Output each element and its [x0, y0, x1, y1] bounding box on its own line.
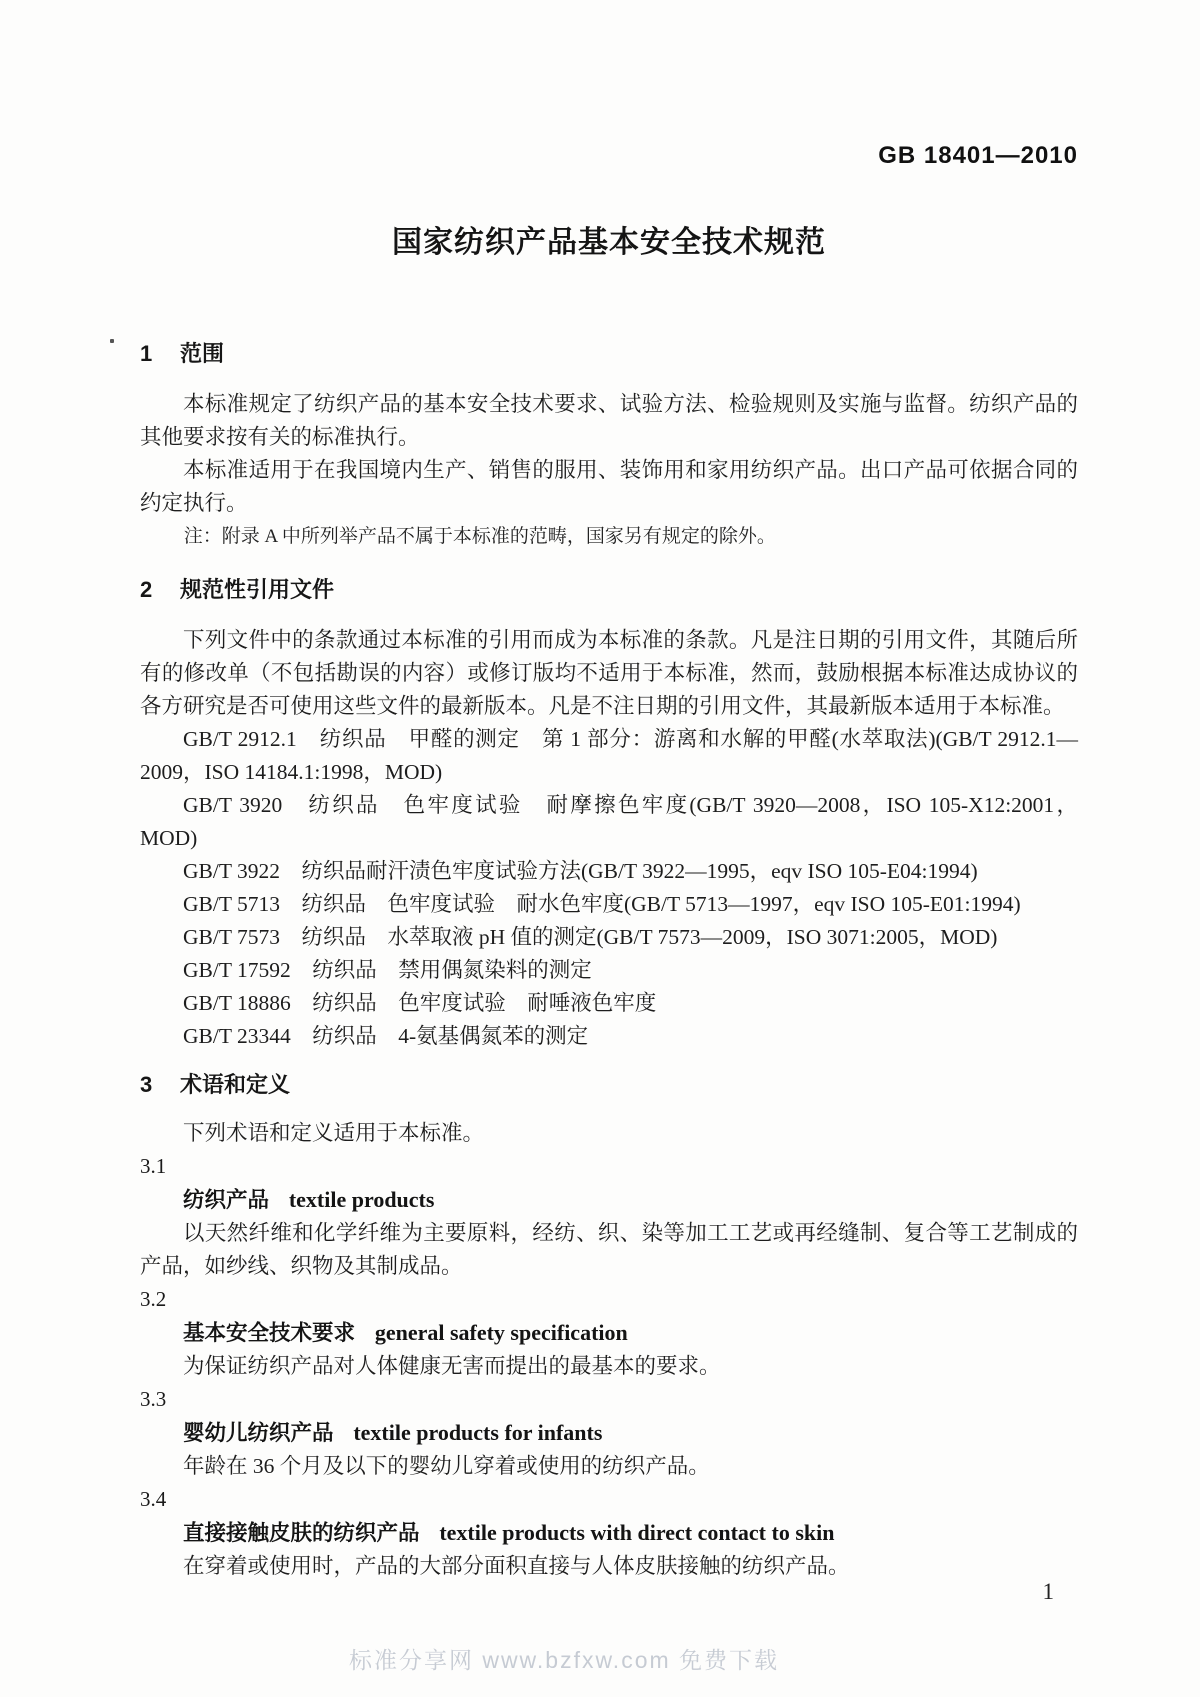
section-3-title: 术语和定义 [180, 1072, 291, 1097]
reference-item: GB/T 23344 纺织品 4-氨基偶氮苯的测定 [183, 1024, 589, 1048]
reference-item: GB/T 2912.1 纺织品 甲醛的测定 第 1 部分：游离和水解的甲醛(水萃取法)(GB/T 2912.1—2009，ISO 14184.1:1998，MOD) [140, 727, 1078, 784]
term-en: textile products [288, 1187, 435, 1212]
term-en: textile products with direct contact to skin [439, 1520, 835, 1545]
section-3-intro: 下列术语和定义适用于本标准。 [183, 1121, 485, 1145]
section-1-paragraph-2: 本标准适用于在我国境内生产、销售的服用、装饰用和家用纺织产品。出口产品可依据合同的约定执行。 [140, 458, 1078, 515]
document-title: 国家纺织产品基本安全技术规范 [392, 226, 826, 259]
term-number: 3.2 [140, 1287, 167, 1311]
term-zh: 婴幼儿纺织产品 [183, 1421, 334, 1445]
term-zh: 基本安全技术要求 [183, 1321, 356, 1345]
reference-item: GB/T 3922 纺织品耐汗渍色牢度试验方法(GB/T 3922—1995，eqv ISO 105-E04:1994) [183, 859, 978, 883]
section-1-paragraph-1: 本标准规定了纺织产品的基本安全技术要求、试验方法、检验规则及实施与监督。纺织产品的其他要求按有关的标准执行。 [140, 392, 1078, 449]
term-heading [140, 1516, 1078, 1550]
term-heading [140, 1183, 1078, 1217]
term-en: general safety specification [374, 1320, 628, 1345]
section-1-note: 注：附录 A 中所列举产品不属于本标准的范畴，国家另有规定的除外。 [183, 526, 776, 547]
section-3-heading [140, 1068, 1078, 1101]
term-definition: 在穿着或使用时，产品的大部分面积直接与人体皮肤接触的纺织产品。 [183, 1554, 850, 1578]
section-1-number: 1 [140, 341, 153, 366]
reference-item: GB/T 17592 纺织品 禁用偶氮染料的测定 [183, 958, 592, 982]
term-zh: 纺织产品 [183, 1188, 270, 1212]
page-number: 1 [1042, 1579, 1054, 1604]
term-zh: 直接接触皮肤的纺织产品 [183, 1521, 420, 1545]
section-2-title: 规范性引用文件 [180, 577, 335, 602]
term-number: 3.3 [140, 1387, 167, 1411]
reference-item: GB/T 18886 纺织品 色牢度试验 耐唾液色牢度 [183, 991, 657, 1015]
term-number: 3.1 [140, 1154, 167, 1178]
term-en: textile products for infants [353, 1420, 603, 1445]
reference-item: GB/T 5713 纺织品 色牢度试验 耐水色牢度(GB/T 5713—1997，eqv ISO 105-E01:1994) [183, 892, 1021, 916]
section-1-title: 范围 [180, 341, 225, 366]
scan-speck-artifact [110, 339, 114, 343]
section-2-heading [140, 573, 1078, 606]
reference-item: GB/T 3920 纺织品 色牢度试验 耐摩擦色牢度(GB/T 3920—2008，ISO 105-X12:2001，MOD) [140, 793, 1078, 850]
term-number: 3.4 [140, 1487, 167, 1511]
section-3-number: 3 [140, 1072, 153, 1097]
reference-item: GB/T 7573 纺织品 水萃取液 pH 值的测定(GB/T 7573—2009，ISO 3071:2005，MOD) [183, 925, 998, 949]
term-heading [140, 1316, 1078, 1350]
standard-code: GB 18401—2010 [878, 142, 1078, 169]
watermark-text: 标准分享网 www.bzfxw.com 免费下载 [348, 1647, 780, 1673]
term-heading [140, 1416, 1078, 1450]
section-2-number: 2 [140, 577, 153, 602]
term-definition: 年龄在 36 个月及以下的婴幼儿穿着或使用的纺织产品。 [183, 1454, 710, 1478]
term-definition: 以天然纤维和化学纤维为主要原料，经纺、织、染等加工工艺或再经缝制、复合等工艺制成的产品，如纱线、织物及其制成品。 [140, 1221, 1078, 1278]
section-2-intro: 下列文件中的条款通过本标准的引用而成为本标准的条款。凡是注日期的引用文件，其随后所有的修改单（不包括勘误的内容）或修订版均不适用于本标准，然而，鼓励根据本标准达成协议的各方研究是否可使用这些文件的最新版本。凡是不注日期的引用文件，其最新版本适用于本标准。 [140, 628, 1078, 718]
section-1-heading [140, 337, 1078, 370]
term-definition: 为保证纺织产品对人体健康无害而提出的最基本的要求。 [183, 1354, 721, 1378]
